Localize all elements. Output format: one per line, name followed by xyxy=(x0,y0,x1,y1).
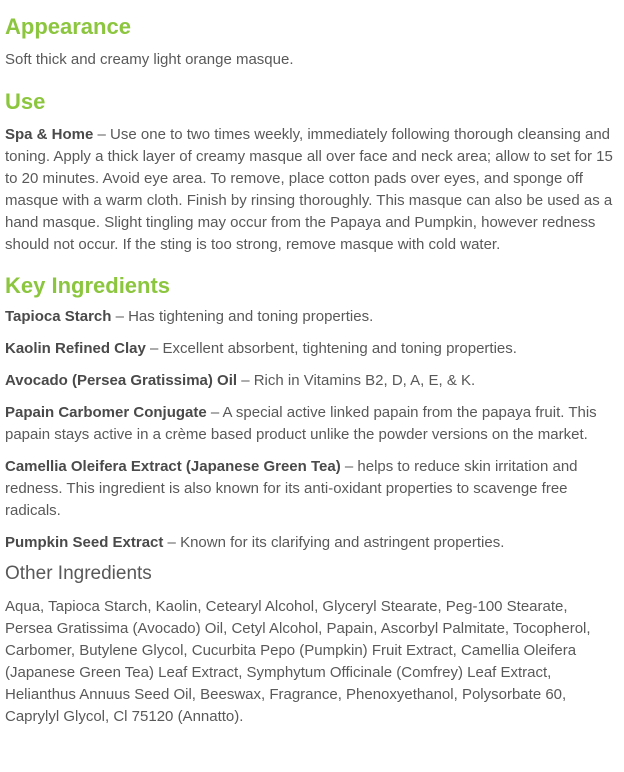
use-lead: Spa & Home xyxy=(5,126,94,143)
appearance-text: Soft thick and creamy light orange masque. xyxy=(5,51,294,68)
ingredient-item xyxy=(5,456,614,522)
appearance-heading: Appearance xyxy=(5,14,131,39)
ingredient-name: Papain Carbomer Conjugate xyxy=(5,404,207,421)
ingredient-name: Kaolin Refined Clay xyxy=(5,340,146,357)
ingredient-name: Camellia Oleifera Extract (Japanese Green Tea) xyxy=(5,458,341,475)
use-paragraph xyxy=(5,124,614,256)
ingredient-description: – Excellent absorbent, tightening and toning properties. xyxy=(145,340,517,357)
ingredient-description: – A special active linked papain from the papaya fruit. This papain stays active in a crème based product unlike the powder versions on the market. xyxy=(5,404,597,443)
ingredient-name: Tapioca Starch xyxy=(5,308,112,325)
key-ingredients-heading: Key Ingredients xyxy=(5,273,171,298)
ingredient-description: – Has tightening and toning properties. xyxy=(111,308,374,325)
ingredient-name: Pumpkin Seed Extract xyxy=(5,534,164,551)
ingredient-item xyxy=(5,402,614,446)
ingredient-item xyxy=(5,532,614,554)
ingredient-name: Avocado (Persea Gratissima) Oil xyxy=(5,372,238,389)
ingredient-item xyxy=(5,338,614,360)
use-text: – Use one to two times weekly, immediately following thorough cleansing and toning. Apply a thick layer of creamy masque all over face and neck area; allow to set for 15 to 20 minutes. Avoid eye area. To remove, place cotton pads over eyes, and sponge off masque with a warm cloth. Finish by rinsing thoroughly. This masque can also be used as a hand masque. Slight tingling may occur from the Papaya and Pumpkin, however redness should not occur. If the sting is too strong, remove masque with cold water. xyxy=(5,126,613,253)
ingredient-description: – helps to reduce skin irritation and redness. This ingredient is also known for its anti-oxidant properties to scavenge free radicals. xyxy=(5,458,578,519)
ingredient-description: – Rich in Vitamins B2, D, A, E, & K. xyxy=(237,372,476,389)
other-ingredients-text: Aqua, Tapioca Starch, Kaolin, Cetearyl Alcohol, Glyceryl Stearate, Peg-100 Stearate, Persea Gratissima (Avocado) Oil, Cetyl Alcohol, Papain, Ascorbyl Palmitate, Tocopherol, Carbomer, Butylene Glycol, Cucurbita Pepo (Pumpkin) Fruit Extract, Camellia Oleifera (Japanese Green Tea) Leaf Extract, Symphytum Officinale (Comfrey) Leaf Extract, Helianthus Annuus Seed Oil, Beeswax, Fragrance, Phenoxyethanol, Polysorbate 60, Caprylyl Glycol, Cl 75120 (Annatto). xyxy=(5,598,591,725)
ingredient-description: – Known for its clarifying and astringent properties. xyxy=(163,534,505,551)
ingredient-item xyxy=(5,370,614,392)
ingredient-item xyxy=(5,306,614,328)
use-heading: Use xyxy=(5,89,46,114)
other-ingredients-heading: Other Ingredients xyxy=(5,563,152,584)
